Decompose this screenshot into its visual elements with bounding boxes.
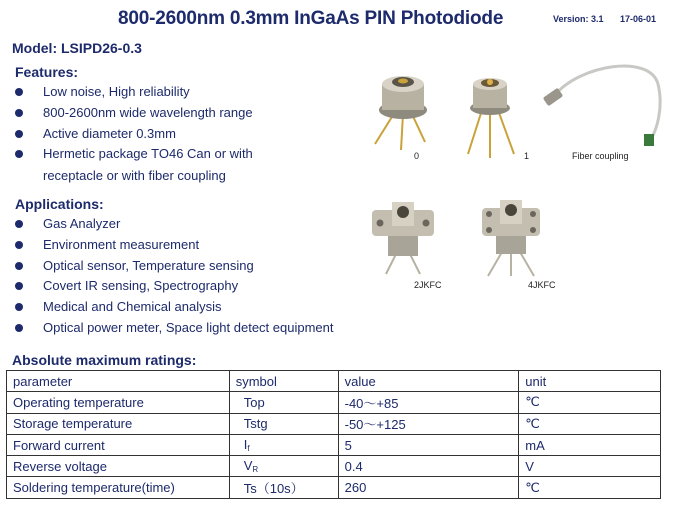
symbol-cell: $V_R$ (229, 456, 338, 477)
value-cell: 0.4 (338, 456, 519, 477)
features-list (15, 82, 253, 165)
column-header: value (338, 371, 519, 392)
bullet-icon (15, 130, 23, 138)
list-item: Optical sensor, Temperature sensing (15, 256, 334, 277)
photodiode-2jkfc-image (368, 198, 438, 276)
parameter-cell: Reverse voltage (7, 456, 230, 477)
list-item: Environment measurement (15, 235, 334, 256)
applications-heading: Applications: (15, 196, 104, 212)
symbol-cell: Tstg (229, 413, 338, 434)
bullet-icon (15, 303, 23, 311)
column-header: unit (519, 371, 661, 392)
photo-caption-fiber: Fiber coupling (572, 151, 629, 161)
bullet-icon (15, 150, 23, 158)
ratings-table (6, 370, 661, 499)
unit-cell: ℃ (519, 413, 661, 434)
bullet-icon (15, 88, 23, 96)
list-item: 800-2600nm wide wavelength range (15, 103, 253, 124)
photodiode-to46-image (365, 62, 435, 152)
bullet-icon (15, 109, 23, 117)
photo-caption-1: 1 (524, 151, 530, 161)
fiber-coupled-photodiode-image (540, 54, 670, 149)
features-continuation: receptacle or with fiber coupling (43, 168, 226, 183)
unit-cell: ℃ (519, 477, 661, 498)
photodiode-4jkfc-image (476, 196, 546, 278)
value-cell: -40～+85 (338, 392, 519, 413)
unit-cell: V (519, 456, 661, 477)
table-row (7, 477, 661, 498)
version-label: Version: 3.1 (553, 14, 604, 24)
list-item: Gas Analyzer (15, 214, 334, 235)
table-row (7, 392, 661, 413)
list-item: Medical and Chemical analysis (15, 297, 334, 318)
list-item: Active diameter 0.3mm (15, 124, 253, 145)
table-header-row (7, 371, 661, 392)
bullet-icon (15, 262, 23, 270)
model-label: Model: LSIPD26-0.3 (12, 40, 142, 56)
features-heading: Features: (15, 64, 79, 80)
value-cell: -50～+125 (338, 413, 519, 434)
ratings-heading: Absolute maximum ratings: (12, 352, 197, 368)
parameter-cell: Storage temperature (7, 413, 230, 434)
table-row (7, 434, 661, 455)
symbol-cell: $I_f$ (229, 434, 338, 455)
list-item: Hermetic package TO46 Can or with (15, 144, 253, 165)
page-title: 800-2600nm 0.3mm InGaAs PIN Photodiode (118, 8, 504, 29)
table-row (7, 413, 661, 434)
applications-list (15, 214, 334, 339)
value-cell: 260 (338, 477, 519, 498)
photo-caption-0: 0 (414, 151, 420, 161)
unit-cell: mA (519, 434, 661, 455)
list-item: Low noise, High reliability (15, 82, 253, 103)
table-row (7, 456, 661, 477)
parameter-cell: Forward current (7, 434, 230, 455)
photodiode-to46-angled-image (460, 66, 520, 161)
parameter-cell: Operating temperature (7, 392, 230, 413)
list-item: Covert IR sensing, Spectrography (15, 276, 334, 297)
column-header: parameter (7, 371, 230, 392)
bullet-icon (15, 282, 23, 290)
bullet-icon (15, 324, 23, 332)
value-cell: 5 (338, 434, 519, 455)
parameter-cell: Soldering temperature(time) (7, 477, 230, 498)
bullet-icon (15, 241, 23, 249)
photo-caption-4jkfc: 4JKFC (528, 280, 556, 290)
symbol-cell: Ts（10s） (229, 477, 338, 498)
photo-caption-2jkfc: 2JKFC (414, 280, 442, 290)
list-item: Optical power meter, Space light detect equipment (15, 318, 334, 339)
date-label: 17-06-01 (620, 14, 657, 24)
column-header: symbol (229, 371, 338, 392)
bullet-icon (15, 220, 23, 228)
symbol-cell: Top (229, 392, 338, 413)
unit-cell: ℃ (519, 392, 661, 413)
